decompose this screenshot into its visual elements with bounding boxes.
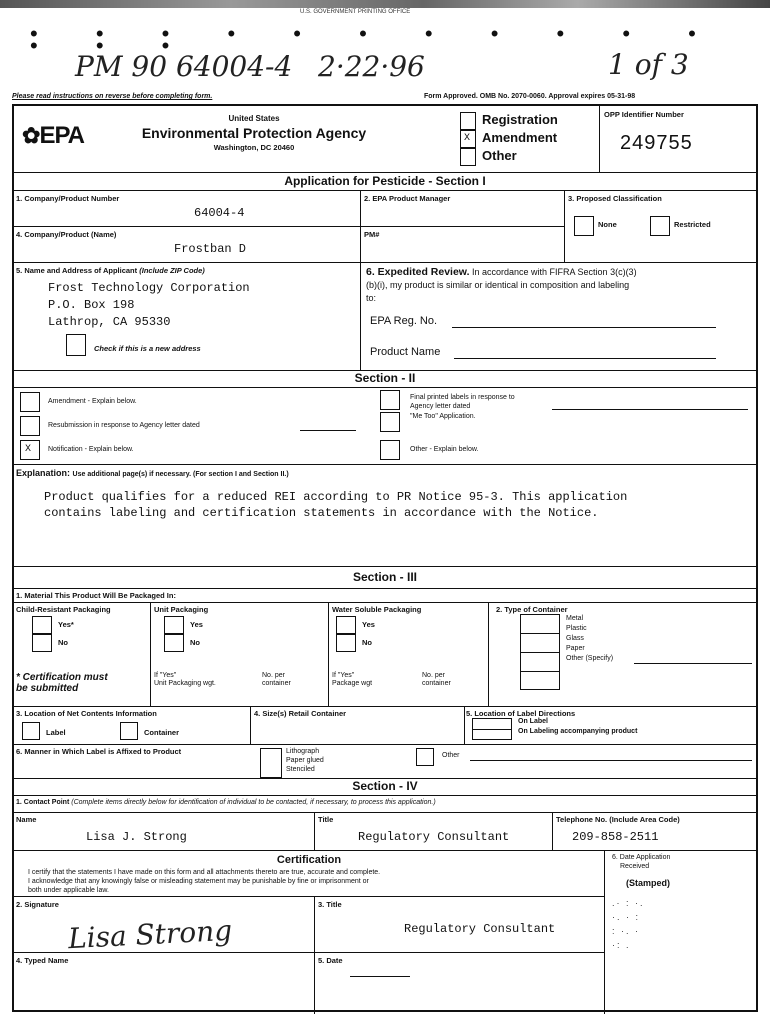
- water-package-wgt-label: Package wgt: [332, 680, 373, 687]
- water-no-per-label: No. per: [422, 672, 445, 679]
- signer-title-label: 3. Title: [318, 900, 342, 909]
- expedited-review-title: 6. Expedited Review.: [366, 266, 470, 278]
- amendment-label: Amendment: [482, 130, 558, 145]
- date-label: 5. Date: [318, 956, 343, 965]
- opp-id-value: 249755: [620, 132, 693, 154]
- epa-logo-text: EPA: [39, 122, 85, 149]
- form-approved-note: Form Approved. OMB No. 2070-0060. Approval expires 05-31-98: [424, 93, 636, 100]
- amendment-checkbox[interactable]: [460, 130, 476, 148]
- registration-label: Registration: [482, 112, 558, 127]
- on-labeling-option: On Labeling accompanying product: [518, 728, 638, 735]
- resubmission-checkbox[interactable]: [20, 416, 40, 436]
- section3-title: Section - III: [352, 570, 417, 584]
- telephone-label: Telephone No. (Include Area Code): [556, 815, 680, 824]
- date-received-line1: 6. Date Application: [612, 854, 671, 861]
- stamp-dots: .· : ·. ·. · : : ·. · ·: .: [612, 898, 645, 950]
- water-soluble-yes-checkbox[interactable]: [336, 616, 356, 634]
- epa-logo: [22, 122, 84, 150]
- explanation-line2: contains labeling and certification statements in accordance with the Notice.: [44, 506, 599, 520]
- explanation-line1: Product qualifies for a reduced REI according to PR Notice 95-3. This application: [44, 490, 628, 504]
- company-product-name-label: 4. Company/Product (Name): [16, 230, 117, 239]
- contact-point-note: (Complete items directly below for identification of individual to be contacted, if necessary, to process this application.): [71, 799, 436, 806]
- contact-point-label: [16, 799, 436, 806]
- explanation-label: Explanation:: [16, 468, 71, 478]
- proposed-classification-label: 3. Proposed Classification: [568, 194, 662, 203]
- notification-label: Notification - Explain below.: [48, 446, 134, 453]
- water-soluble-no-label: No: [362, 638, 372, 647]
- applicant-address-label-note: (Include ZIP Code): [139, 266, 205, 275]
- water-container-label: container: [422, 680, 451, 687]
- certification-note-line2: be submitted: [16, 683, 79, 694]
- epa-reg-no-label: EPA Reg. No.: [370, 315, 438, 327]
- material-packaged-label: 1. Material This Product Will Be Packaged In:: [16, 591, 176, 600]
- agency-block: [134, 114, 374, 152]
- explanation-heading: [16, 468, 289, 478]
- applicant-line3: Lathrop, CA 95330: [48, 315, 171, 329]
- unit-packaging-yes-label: Yes: [190, 620, 203, 629]
- other-type-label: Other: [482, 148, 517, 163]
- other-explain-checkbox[interactable]: [380, 440, 400, 460]
- retail-container-size-label: 4. Size(s) Retail Container: [254, 709, 347, 718]
- net-contents-label-checkbox[interactable]: [22, 722, 40, 740]
- company-product-number-label: 1. Company/Product Number: [16, 194, 120, 203]
- classification-none-checkbox[interactable]: [574, 216, 594, 236]
- water-soluble-no-checkbox[interactable]: [336, 634, 356, 652]
- plastic-label: Plastic: [566, 625, 587, 632]
- amendment-explain-label: Amendment - Explain below.: [48, 398, 137, 405]
- final-labels-label1: Final printed labels in response to: [410, 394, 515, 401]
- applicant-address-label-text: 5. Name and Address of Applicant: [16, 266, 138, 275]
- signature-label: 2. Signature: [16, 900, 59, 909]
- contact-point-title: 1. Contact Point: [16, 799, 70, 806]
- certification-note: [16, 672, 108, 694]
- applicant-address-label: [16, 266, 205, 275]
- expedited-review-text3: to:: [366, 293, 377, 303]
- punch-holes-row: • • • • • • • • • • • • • •: [30, 21, 722, 58]
- section1-title: Application for Pesticide - Section I: [284, 174, 486, 188]
- resubmission-label: Resubmission in response to Agency letter dated: [48, 422, 200, 429]
- affix-other-label: Other: [442, 752, 460, 759]
- registration-checkbox[interactable]: [460, 112, 476, 130]
- handwritten-date: 2·22·96: [318, 50, 425, 83]
- paper-glued-label: Paper glued: [286, 757, 324, 764]
- expedited-review-text: [366, 266, 756, 305]
- contact-name-label: Name: [16, 815, 37, 824]
- date-received-line3: (Stamped): [626, 878, 671, 888]
- unit-container-label: container: [262, 680, 291, 687]
- unit-packaging-no-checkbox[interactable]: [164, 634, 184, 652]
- unit-packaging-no-label: No: [190, 638, 200, 647]
- on-label-option: On Label: [518, 718, 548, 725]
- instructions-note: Please read instructions on reverse before completing form.: [12, 93, 213, 100]
- unit-no-per-label: No. per: [262, 672, 285, 679]
- section2-title: Section - II: [354, 371, 416, 385]
- agency-line1: United States: [228, 114, 280, 123]
- certification-text-line3: both under applicable law.: [28, 887, 109, 894]
- classification-restricted-checkbox[interactable]: [650, 216, 670, 236]
- new-address-checkbox[interactable]: [66, 334, 86, 356]
- stenciled-label: Stenciled: [286, 766, 315, 773]
- net-contents-container-option: Container: [144, 728, 180, 737]
- applicant-line1: Frost Technology Corporation: [48, 281, 250, 295]
- agency-address: Washington, DC 20460: [213, 143, 295, 152]
- lithograph-label: Lithograph: [286, 748, 320, 755]
- me-too-checkbox[interactable]: [380, 412, 400, 432]
- contact-name-value: Lisa J. Strong: [86, 830, 187, 844]
- amendment-explain-checkbox[interactable]: [20, 392, 40, 412]
- handwritten-file-number: PM 90 64004-4: [75, 50, 293, 83]
- type-container-label: 2. Type of Container: [496, 605, 568, 614]
- company-product-number-value: 64004-4: [194, 206, 245, 220]
- top-strip-text: U.S. GOVERNMENT PRINTING OFFICE: [300, 9, 411, 15]
- child-resistant-label: Child-Resistant Packaging: [16, 605, 111, 614]
- child-resistant-yes-checkbox[interactable]: [32, 616, 52, 634]
- certification-text-line2: I acknowledge that any knowingly false or misleading statement may be punishable by fine or imprisonment or: [28, 878, 369, 885]
- label-affixed-label: 6. Manner in Which Label is Affixed to Product: [16, 747, 182, 756]
- metal-label: Metal: [566, 615, 584, 622]
- expedited-review-text1: In accordance with FIFRA Section 3(c)(3): [472, 267, 637, 277]
- final-labels-label2: Agency letter dated: [410, 403, 471, 410]
- water-soluble-yes-label: Yes: [362, 620, 375, 629]
- affix-method-boxes[interactable]: [260, 748, 282, 778]
- signature-image: Lisa Strong: [67, 913, 233, 956]
- certification-text-line1: I certify that the statements I have made on this form and all attachments thereto are true, accurate and complete.: [28, 869, 381, 876]
- epa-flower-icon: ✿: [22, 123, 40, 148]
- new-address-label: Check if this is a new address: [94, 344, 201, 353]
- net-contents-label: 3. Location of Net Contents Information: [16, 709, 157, 718]
- unit-packaging-label: Unit Packaging: [154, 605, 209, 614]
- child-resistant-yes-label: Yes*: [58, 620, 74, 629]
- date-received-line2: Received: [620, 863, 650, 870]
- net-contents-label-option: Label: [46, 728, 66, 737]
- contact-title-value: Regulatory Consultant: [358, 830, 510, 844]
- signer-title-value: Regulatory Consultant: [404, 922, 556, 936]
- paper-label: Paper: [566, 645, 585, 652]
- contact-title-label: Title: [318, 815, 334, 824]
- amendment-mark: X: [464, 133, 471, 144]
- glass-label: Glass: [566, 635, 584, 642]
- other-specify-label: Other (Specify): [566, 655, 614, 662]
- classification-none-label: None: [598, 220, 617, 229]
- pm-number-label: PM#: [364, 230, 380, 239]
- telephone-value: 209-858-2511: [572, 830, 659, 844]
- application-form: [12, 104, 758, 1012]
- certification-text: [28, 868, 380, 895]
- other-type-checkbox[interactable]: [460, 148, 476, 166]
- applicant-line2: P.O. Box 198: [48, 298, 135, 312]
- unit-packaging-wgt-label: Unit Packaging wgt.: [154, 680, 216, 687]
- expedited-review-text2: (b)(i), my product is similar or identical in composition and labeling: [366, 280, 630, 290]
- explanation-note: Use additional page(s) if necessary. (For section I and Section II.): [72, 471, 289, 478]
- epa-product-manager-label: 2. EPA Product Manager: [364, 194, 451, 203]
- agency-name: Environmental Protection Agency: [141, 125, 367, 141]
- water-if-yes-label: If "Yes": [332, 672, 355, 679]
- notification-mark: X: [25, 444, 32, 455]
- me-too-label: "Me Too" Application.: [410, 413, 476, 420]
- section4-title: Section - IV: [352, 779, 418, 793]
- product-name-label: Product Name: [370, 346, 441, 358]
- top-strip: [0, 0, 770, 8]
- child-resistant-no-checkbox[interactable]: [32, 634, 52, 652]
- child-resistant-no-label: No: [58, 638, 68, 647]
- label-directions-label: 5. Location of Label Directions: [466, 709, 576, 718]
- certification-title: Certification: [276, 854, 342, 866]
- opp-id-label: OPP Identifier Number: [604, 110, 684, 119]
- company-product-name-value: Frostban D: [174, 242, 247, 256]
- affix-other-checkbox[interactable]: [416, 748, 434, 766]
- unit-packaging-yes-checkbox[interactable]: [164, 616, 184, 634]
- unit-if-yes-label: If "Yes": [154, 672, 177, 679]
- net-contents-container-checkbox[interactable]: [120, 722, 138, 740]
- final-labels-checkbox[interactable]: [380, 390, 400, 410]
- other-explain-label: Other - Explain below.: [410, 446, 479, 453]
- handwritten-page-count: 1 of 3: [608, 48, 689, 81]
- typed-name-label: 4. Typed Name: [16, 956, 69, 965]
- classification-restricted-label: Restricted: [674, 220, 711, 229]
- water-soluble-label: Water Soluble Packaging: [332, 605, 422, 614]
- certification-note-line1: * Certification must: [16, 672, 108, 683]
- notification-checkbox[interactable]: [20, 440, 40, 460]
